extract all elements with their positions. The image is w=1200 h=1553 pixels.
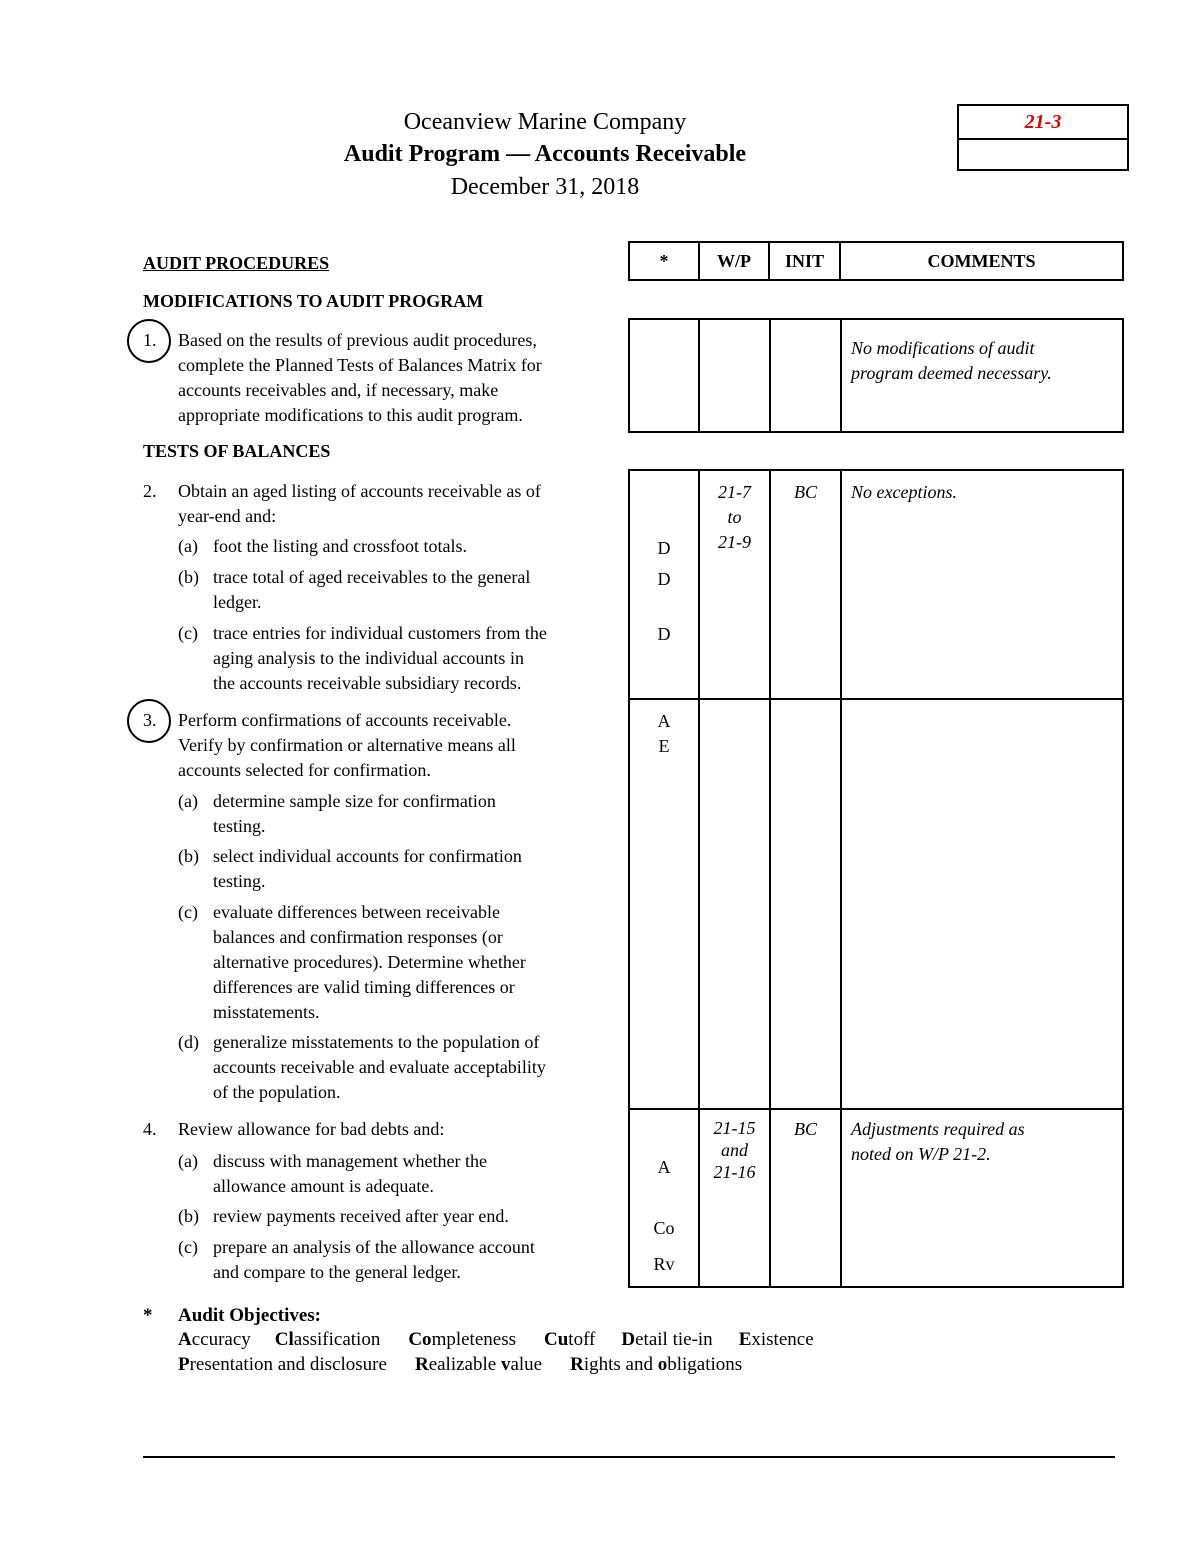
objectives-row-2 — [178, 1354, 742, 1376]
step-2a-objective: D — [657, 538, 671, 558]
step-4b-objective: Co — [653, 1218, 675, 1238]
step-1-line: accounts receivables and, if necessary, make — [178, 380, 499, 400]
objective-completeness: Completeness — [408, 1329, 516, 1350]
step-4-text: Review allowance for bad debts and: — [178, 1119, 445, 1139]
objective-accuracy: Accuracy — [178, 1329, 251, 1350]
step-3d-label: (d) — [178, 1032, 199, 1052]
comment-line: program deemed necessary. — [851, 363, 1052, 383]
wp-ref-line: 21-9 — [718, 532, 751, 552]
step-1-text — [178, 328, 628, 428]
step-2a-text: foot the listing and crossfoot totals. — [213, 536, 467, 556]
step-2c-line: trace entries for individual customers from the — [213, 623, 547, 643]
tests-section-title: TESTS OF BALANCES — [143, 441, 331, 461]
step-4a-line: allowance amount is adequate. — [213, 1176, 434, 1196]
step-3d-text — [213, 1030, 546, 1105]
step-2a-label: (a) — [178, 536, 198, 556]
step-2b-text — [213, 565, 530, 615]
step-4-number: 4. — [143, 1119, 157, 1139]
step-3c-line: differences are valid timing differences or — [213, 977, 515, 997]
objective-code: E — [658, 736, 670, 756]
step-2c-line: aging analysis to the individual accounts in — [213, 648, 524, 668]
objectives-row-1 — [178, 1329, 814, 1351]
tests-grid — [628, 469, 1124, 1288]
step-3d-line: of the population. — [213, 1082, 341, 1102]
objective-code: A — [657, 711, 671, 731]
step-1-line: appropriate modifications to this audit program. — [178, 405, 523, 425]
step-4a-text — [213, 1149, 487, 1199]
step-2c-objective: D — [657, 624, 671, 644]
step-4c-line: prepare an analysis of the allowance account — [213, 1237, 535, 1257]
report-date: December 31, 2018 — [450, 174, 640, 200]
wp-reference-box — [957, 104, 1129, 171]
comment-line: Adjustments required as — [851, 1119, 1025, 1139]
wp-ref-line: to — [727, 507, 742, 527]
step-1-grid — [628, 318, 1124, 433]
init-column-header: INIT — [768, 241, 841, 281]
step-3c-text — [213, 900, 526, 1025]
step-4a-label: (a) — [178, 1151, 198, 1171]
step-3b-label: (b) — [178, 846, 199, 866]
step-3a-text — [213, 789, 496, 839]
column-header-row — [628, 241, 1124, 281]
step-2c-text — [213, 621, 547, 696]
step-3b-line: testing. — [213, 871, 266, 891]
step-4c-label: (c) — [178, 1237, 198, 1257]
step-3a-label: (a) — [178, 791, 198, 811]
step-1-number: 1. — [143, 330, 157, 350]
step-3c-label: (c) — [178, 902, 198, 922]
objective-classification: Classification — [274, 1329, 381, 1350]
step-3a-line: testing. — [213, 816, 266, 836]
step-2-number: 2. — [143, 481, 157, 501]
objective-column-header: * — [628, 241, 700, 281]
step-2-line: year-end and: — [178, 506, 277, 526]
step-2b-line: trace total of aged receivables to the general — [213, 567, 531, 587]
step-3-text — [178, 708, 628, 783]
step-2-text — [178, 479, 628, 529]
wp-ref-line: 21-15 — [713, 1118, 756, 1138]
company-name: Oceanview Marine Company — [403, 109, 687, 135]
wp-reference-number: 21-3 — [959, 106, 1127, 140]
step-2b-label: (b) — [178, 567, 199, 587]
modifications-section-title: MODIFICATIONS TO AUDIT PROGRAM — [143, 291, 484, 311]
objective-presentation: Presentation and disclosure — [178, 1354, 387, 1375]
page-title: Audit Program — Accounts Receivable — [343, 141, 747, 167]
step-3-number: 3. — [143, 710, 157, 730]
step-3-objectives — [630, 709, 698, 759]
objective-realizable-value: Realizable value — [414, 1354, 543, 1375]
step-4c-line: and compare to the general ledger. — [213, 1262, 461, 1282]
objective-cutoff: Cutoff — [544, 1329, 596, 1350]
comments-column-header: COMMENTS — [839, 241, 1124, 281]
step-4b-label: (b) — [178, 1206, 199, 1226]
step-3b-text — [213, 844, 522, 894]
step-4c-objective: Rv — [653, 1254, 675, 1274]
step-4-wp-ref — [700, 1117, 769, 1183]
step-2b-line: ledger. — [213, 592, 262, 612]
step-2-line: Obtain an aged listing of accounts receivable as of — [178, 481, 541, 501]
step-3a-line: determine sample size for confirmation — [213, 791, 496, 811]
step-2c-line: the accounts receivable subsidiary records. — [213, 673, 522, 693]
step-4-comment — [851, 1117, 1025, 1167]
step-1-line: Based on the results of previous audit procedures, — [178, 330, 537, 350]
comment-line: noted on W/P 21-2. — [851, 1144, 991, 1164]
step-4a-objective: A — [657, 1157, 671, 1177]
footnote-star: * — [143, 1305, 153, 1326]
objective-existence: Existence — [738, 1329, 814, 1350]
step-3c-line: balances and confirmation responses (or — [213, 927, 503, 947]
step-3d-line: generalize misstatements to the population of — [213, 1032, 540, 1052]
step-4-initials: BC — [793, 1119, 817, 1139]
step-3c-line: misstatements. — [213, 1002, 320, 1022]
step-4c-text — [213, 1235, 535, 1285]
audit-procedures-heading: AUDIT PROCEDURES — [143, 253, 330, 273]
step-3-line: Verify by confirmation or alternative means all — [178, 735, 516, 755]
wp-ref-line: and — [721, 1140, 748, 1160]
step-3c-line: alternative procedures). Determine whether — [213, 952, 526, 972]
step-3-line: Perform confirmations of accounts receivable. — [178, 710, 512, 730]
step-2-initials: BC — [793, 482, 817, 502]
step-3b-line: select individual accounts for confirmation — [213, 846, 522, 866]
step-3d-line: accounts receivable and evaluate acceptability — [213, 1057, 546, 1077]
step-2c-label: (c) — [178, 623, 198, 643]
wp-ref-line: 21-16 — [713, 1162, 756, 1182]
step-1-line: complete the Planned Tests of Balances Matrix for — [178, 355, 542, 375]
step-1-comment — [851, 336, 1052, 386]
step-2-wp-ref — [700, 480, 769, 555]
step-4a-line: discuss with management whether the — [213, 1151, 487, 1171]
step-2-comment: No exceptions. — [851, 482, 957, 502]
wp-column-header: W/P — [698, 241, 770, 281]
objective-detail-tie-in: Detail tie-in — [621, 1329, 713, 1350]
step-2b-objective: D — [657, 569, 671, 589]
comment-line: No modifications of audit — [851, 338, 1035, 358]
footnote-title: Audit Objectives: — [178, 1305, 322, 1326]
step-4b-text: review payments received after year end. — [213, 1206, 509, 1226]
step-3-line: accounts selected for confirmation. — [178, 760, 431, 780]
wp-ref-line: 21-7 — [718, 482, 751, 502]
objective-rights-obligations: Rights and obligations — [570, 1354, 743, 1375]
bottom-rule — [143, 1456, 1115, 1458]
step-3c-line: evaluate differences between receivable — [213, 902, 500, 922]
